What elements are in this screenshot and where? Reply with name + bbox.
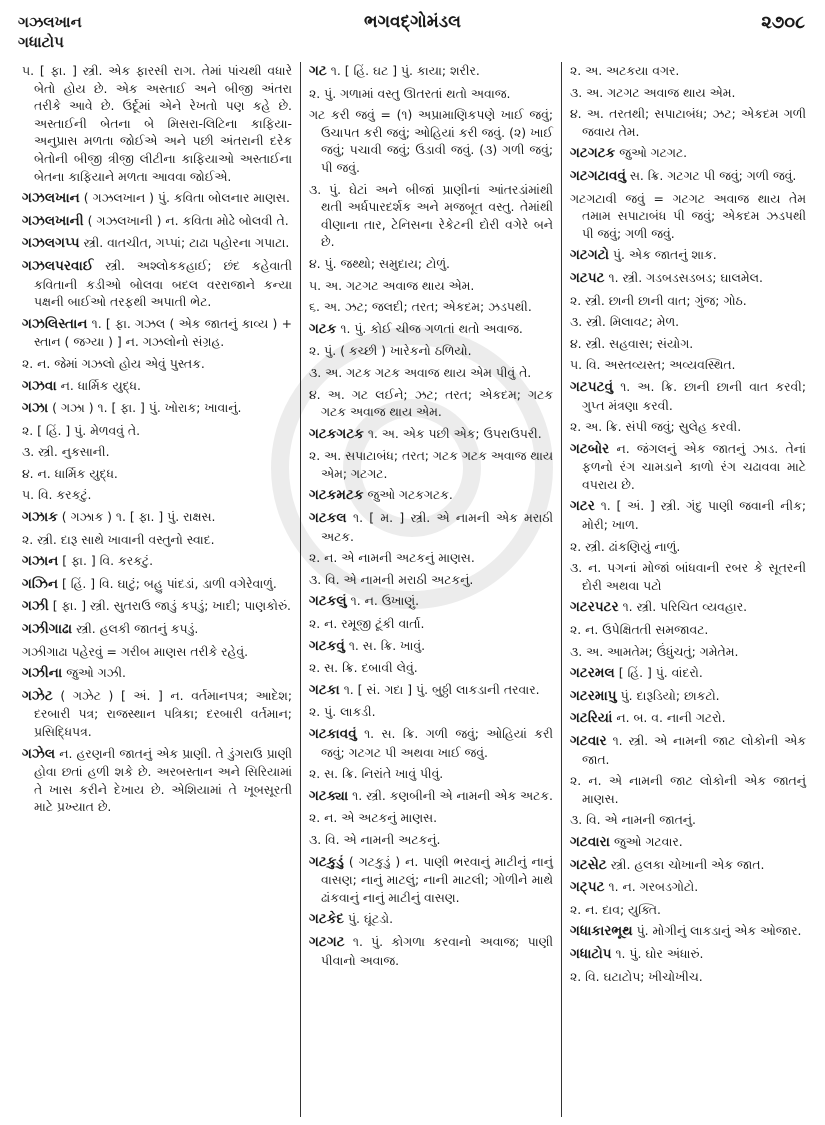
definition-text: ૨. અ. સપાટાબંધ; તરત; ગટક ગટક અવાજ થાય એમ; ગટગટ. [309,448,553,481]
headword: ગટ [309,63,327,79]
dictionary-entry [570,190,806,243]
definition-text: ૨. સ. ક્રિ. દબાવી લેવું. [309,660,418,676]
dictionary-entry [570,497,806,533]
dictionary-entry [570,538,806,556]
definition-text: ( ગટકુડું ) ન. પાણી ભરવાનું માટીનું નાનું વાસણ; નાનું માટલું; નાની માટલી; ગોળીને માથે ઢાંકવાનું નાનું માટીનું વાસણ. [321,853,553,905]
dictionary-entry [309,181,553,251]
definition-text: ૧. સ્ત્રી. કણબીની એ નામની એક અટક. [348,787,553,803]
dictionary-entry [309,809,553,827]
definition-text: ૧. અ. ક્રિ. છાની છાની વાત કરવી; ગુપ્ત મંત્રણા કરવી. [582,378,806,413]
definition-text: [ હિં. ] વિ. ઘાટું; બહુ પાંદડાં, ડાળી વગેરેવાળું. [58,575,277,591]
dictionary-entry [309,571,553,589]
definition-text: ૨. ન. રમૂજી ટૂંકી વાર્તા. [309,616,425,632]
dictionary-entry [309,659,553,677]
headword: ગટરમલ [570,665,615,682]
dictionary-entry [309,447,553,482]
dictionary-entry [570,335,806,353]
definition-text: પું. ઘૂંટડો. [344,911,394,927]
dictionary-entry [309,703,553,721]
headword: ગટકેદ [309,911,345,928]
dictionary-entry [22,745,292,816]
definition-text: ૫. [ ફા. ] સ્ત્રી. એક ફારસી રાગ. તેમાં પાંચથી વધારે બેતો હોય છે. એક અસ્તાઈ અને બીજી અંતરા તરીકે આવે છે. ઉર્દૂમાં એને રેખતો પણ કહે છે. અસ્તાઈની બેતના બે મિસરા-લિટિના કાફિયા-અનુપ્રાસ મળતા જોઈએ અને પછી અંતરાની દરેક બેતોની બીજી ત્રીજી લીટીના કાફિયાઓ અસ્તાઈના બેતના કાફિયાને મળતા આવવા જોઈએ. [22,63,292,184]
dictionary-entry [309,342,553,360]
dictionary-entry [570,901,806,919]
definition-text: ૬. અ. ઝટ; જલદી; તરત; એકદમ; ઝડપથી. [309,299,532,315]
dictionary-entry [22,643,292,661]
definition-text: ૩. સ્ત્રી. નુકસાની. [22,444,110,460]
dictionary-entry [570,598,806,617]
definition-text: ૧. [ ફા. ગઝલ ( એક જાતનું કાવ્ય ) + સ્તાન ( જગ્યા ) ] ન. ગઝલોનો સંગ્રહ. [34,315,292,350]
definition-text: ન. બ. વ. નાની ગટરો. [612,710,726,726]
dictionary-entry [570,356,806,374]
dictionary-entry [309,386,553,421]
headword: ગઝીના [22,665,63,682]
dictionary-entry [570,378,806,414]
definition-text: ૨. ન. ઉપેક્ષિતતી સમજાવટ. [570,622,709,638]
headword: ગટકુડું [309,853,344,870]
definition-text: ૨. અ. ક્રિ. સંપી જવું; સુલેહ કરવી. [570,419,742,435]
dictionary-entry [309,486,553,505]
dictionary-entry [309,681,553,700]
dictionary-entry [570,772,806,807]
headword: ગટરપટર [570,599,619,616]
dictionary-entry [309,277,553,295]
headword: ગટકવું [309,637,345,654]
definition-text: ૨. પું. ગળામાં વસ્તુ ઊતરતાં થતો અવાજ. [309,85,511,101]
definition-text: ( ગઝલખાની ) ન. કવિતા મોઢે બોલવી તે. [83,212,289,228]
dictionary-entry [570,922,806,941]
definition-text: ૨. [ હિં. ] પું. મેળવવું તે. [22,422,141,438]
definition-text: ૨. પું. લાકડી. [309,704,376,720]
dictionary-entry [309,592,553,611]
headword: ગઝાન [22,553,59,570]
dictionary-entry [309,106,553,176]
dictionary-entry [309,509,553,545]
definition-text: ન. જંગલનું એક જાતનું ઝાડ. તેનાં ફળનો રંગ ચામડાને કાળો રંગ ચઢાવવા માટે વપરાય છે. [582,440,806,492]
definition-text: ૧. [ મ. ] સ્ત્રી. એ નામની એક મરાઠી અટક. [321,510,553,544]
definition-text: પું. એક જાતનું શાક. [609,247,717,263]
definition-text: પું. દારૂડિયો; છાકટો. [616,687,720,703]
definition-text: ૩. વિ. એ નામની અટકનું. [309,831,441,847]
definition-text: ૪. અ. તરતથી; સપાટાબંધ; ઝટ; એકદમ ગળી જવાય તેમ. [570,106,806,139]
headword: ગટકલ [309,510,347,527]
headword: ગઝી [22,598,49,615]
dictionary-entry [22,531,292,549]
dictionary-entry [22,508,292,527]
dictionary-entry [570,643,806,661]
dictionary-entry [570,105,806,140]
definition-text: ૧. પું. કોગળા કરવાનો અવાજ; પાણી પીવાનો અવાજ. [321,933,553,968]
dictionary-columns [14,62,814,1117]
headword: ગધાટોપ [570,945,612,962]
dictionary-entry [309,85,553,103]
dictionary-entry [309,549,553,567]
definition-text: ૩. અ. આમતેમ; ઉંધુંચતું; ગમેતેમ. [570,643,739,659]
definition-text: ૨. સ્ત્રી. છાની છાની વાત; ગુંજ; ગોઠ. [570,292,747,308]
page-number: ૨૭૦૮ [761,12,805,33]
definition-text: ૩. વિ. એ નામની મરાઠી અટકનું. [309,571,474,587]
headword: ગધાકારભૂથ [570,923,633,940]
headword: ગઝલખાન [22,190,80,207]
definition-text: ૩. વિ. એ નામની જાતનું. [570,812,696,828]
definition-text: [ ફા. ] વિ. કરકટું. [58,553,154,569]
definition-text: ૪. પું. જથ્થો; સમુદાય; ટોળું. [309,255,450,271]
headword: ગટકલું [309,593,347,610]
headword: ગઝલિસ્તાન [22,315,88,332]
definition-text: સ્ત્રી. હલકી જાતનું કપડું. [72,621,199,637]
headword: ગટગટક [570,145,616,162]
definition-text: ૧. [ સં. ગદા ] પું. બુઠ્ઠી લાકડાની તરવાર. [339,681,540,697]
dictionary-entry [570,440,806,494]
dictionary-entry [570,313,806,331]
definition-text: ન. ધાર્મિક યુદ્ધ. [56,377,141,393]
definition-text: ૧. પું. ઘોર અંધારું. [611,945,704,961]
guide-word-bottom: ગધાટોપ [18,33,64,51]
dictionary-entry [309,910,553,929]
definition-text: ૧. સ્ત્રી. ગડબડસડબડ; ઘાલમેલ. [604,269,763,285]
headword: ગઝલપરવાઈ [22,257,94,274]
definition-text: ૨. ન. એ નામની અટકનું માણસ. [309,550,475,566]
headword: ગઝેલ [22,745,56,762]
definition-text: ૪. સ્ત્રી. સહવાસ; સંયોગ. [570,335,694,351]
headword: ગઝીગાઢા [22,621,73,638]
definition-text: ૨. સ. ક્રિ. નિરાંતે ખાવું પીવું. [309,766,444,782]
definition-text: ન. હરણની જાતનું એક પ્રાણી. તે ડુંગરાઉ પ્રાણી હોવા છતાં હળી શકે છે. અરબસ્તાન અને સિરિયામાં તે ખાસ કરીને દેખાય છે. એશિયામાં તે ખૂબસૂરતી માટે પ્રખ્યાત છે. [34,745,292,815]
definition-text: ૧. ન. ઉખાણું. [346,593,420,609]
dictionary-entry [22,355,292,373]
dictionary-entry [309,765,553,783]
definition-text: ( ગઝાક ) ૧. [ ફા. ] પું. રાક્ષસ. [57,509,216,525]
headword: ગઝલગપ્પ [22,235,80,252]
definition-text: ૨. સ્ત્રી. ઢાંકણિયું નાળું. [570,538,681,554]
headword: ગઝિન [22,575,59,592]
headword: ગટબોર [570,440,610,457]
definition-text: [ હિં. ] પું. વાંદરો. [614,665,703,681]
definition-text: ૨. ન. એ અટકનું માણસ. [309,810,438,826]
dictionary-entry [570,664,806,683]
dictionary-entry [309,615,553,633]
dictionary-entry [570,144,806,163]
dictionary-entry [570,292,806,310]
dictionary-entry [570,945,806,964]
headword: ગટરિયાં [570,710,613,727]
headword: ગટગટ [309,933,345,950]
dictionary-entry [570,269,806,288]
guide-word-top: ગઝલખાન [18,13,82,31]
dictionary-entry [309,298,553,316]
definition-text: જુઓ ગઝી. [62,665,126,681]
definition-text: ( ગઝેટ ) [ અં. ] ન. વર્તમાનપત્ર; આદેશ; દરબારી પત્ર; રાજસ્થાન પત્રિકા; દરબારી વર્તમાન; પ્રસિદ્ધિપત્ર. [34,687,292,739]
definition-text: ૩. અ. ગટક ગટક અવાજ થાય એમ પીવું તે. [309,364,532,380]
dictionary-entry [309,364,553,382]
dictionary-entry [22,597,292,616]
headword: ગટકા [309,681,340,698]
definition-text: ૩. ન. પગનાં મોજાં બાંધવાની રબર કે સૂતરની દોરી અથવા પટો [570,560,806,593]
dictionary-entry [570,62,806,80]
definition-text: પું. મોગીનું લાકડાનું એક ઓજાર. [632,923,802,939]
book-title: ભગવદ્ગોમંડલ [364,12,461,32]
dictionary-entry [22,62,292,185]
definition-text: ૧. સ્ત્રી. પરિચિત વ્યવહાર. [618,599,748,615]
headword: ગઝા [22,400,49,417]
definition-text: સ્ત્રી. અશ્લોકકહાઈ; છંદ કહેવાતી કવિતાની કડીઓ બોલવા બદલ વરરાજાને કન્યા પક્ષની બાઈઓ તરફથી અપાતી ભેટ. [34,257,292,310]
definition-text: જુઓ ગટવાર. [610,833,683,849]
definition-text: ૪. ન. ધાર્મિક યુદ્ધ. [22,465,118,481]
headword: ગટગટાવવું [570,167,626,184]
dictionary-entry [22,377,292,396]
dictionary-entry [570,833,806,852]
dictionary-entry [22,552,292,571]
column-middle [300,62,562,1117]
headword: ગટક્યા [309,787,349,804]
definition-text: ગઝીગાઢા પહેરવું = ગરીબ માણસ તરીકે રહેવું. [22,643,249,659]
definition-text: ૪. અ. ગટ લઈને; ઝટ; તરત; એકદમ; ગટક ગટક અવાજ થાય એમ. [309,386,553,420]
dictionary-entry [309,853,553,907]
dictionary-entry [309,725,553,761]
dictionary-entry [570,732,806,768]
definition-text: ૨. ન. એ નામની જાટ લોકોની એક જાતનું માણસ. [570,773,806,806]
dictionary-entry [22,664,292,683]
dictionary-entry [309,425,553,444]
dictionary-entry [309,255,553,273]
dictionary-entry [309,787,553,806]
definition-text: ૫. અ. ગટગટ અવાજ થાય એમ. [309,277,475,293]
definition-text: ૩. પું. ઘેટાં અને બીજાં પ્રાણીનાં આંતરડાંમાંથી થતી અર્ધપારદર્શક અને મજબૂત વસ્તુ. તેમાંથી વીણાના તાર, ટેનિસના રેકેટની દોરી વગેરે બને છે. [309,181,553,250]
definition-text: ૧. [ અં. ] સ્ત્રી. ગંદુ પાણી જવાની નીક; મોરી; ખાળ. [582,498,806,533]
definition-text: જુઓ ગટકગટક. [363,487,453,503]
definition-text: ૫. વિ. કરકટું. [22,487,92,503]
dictionary-entry [570,167,806,186]
definition-text: ( ગઝા ) ૧. [ ફા. ] પું. ખોરાક; ખાવાનું. [48,400,242,416]
definition-text: ૧. સ્ત્રી. એ નામની જાટ લોકોની એક જાત. [582,733,806,767]
dictionary-entry [22,315,292,351]
headword: ગઝવા [22,377,57,394]
dictionary-entry [570,621,806,639]
headword: ગટસેટ [570,856,607,873]
dictionary-entry [570,559,806,594]
headword: ગટપટ [570,269,605,286]
definition-text: ૫. વિ. અસ્તવ્યસ્ત; અવ્યવસ્થિત. [570,357,736,373]
definition-text: ૨. અ. અટકયા વગર. [570,63,680,78]
definition-text: સ્ત્રી. વાતચીત, ગપ્પાં; ટાઢા પહોરના ગપાટા. [79,235,290,251]
dictionary-entry [570,84,806,102]
definition-text: ૧. સ. ક્રિ. ગળી જવું; ઓહિયાં કરી જવું; ગટગટ પી અથવા ખાઈ જવું. [321,726,553,760]
definition-text: ૧. અ. એક પછી એક; ઉપરાઉપરી. [363,425,542,441]
dictionary-entry [570,418,806,436]
dictionary-entry [570,687,806,706]
headword: ગટ્પટ [570,879,605,896]
definition-text: જુઓ ગટગટ. [615,145,688,161]
dictionary-entry [22,443,292,461]
column-right [562,62,814,1117]
dictionary-entry [22,687,292,741]
headword: ગઝેટ [22,687,53,704]
definition-text: ૩. અ. ગટગટ અવાજ થાય એમ. [570,84,736,100]
dictionary-entry [309,933,553,969]
definition-text: ( ગઝલખાન ) પું. કવિતા બોલનાર માણસ. [79,190,290,206]
definition-text: [ ફા. ] સ્ત્રી. સુતરાઉ જાડું કપડું; ખાદી; પાણકોરું. [48,598,291,614]
dictionary-entry [22,257,292,311]
dictionary-entry [22,620,292,639]
dictionary-entry [309,831,553,849]
headword: ગટવાર [570,733,607,749]
dictionary-entry [22,422,292,440]
definition-text: ૨. ન. જેમાં ગઝલો હોય એવું પુસ્તક. [22,355,205,371]
headword: ગટકગટક [309,425,364,442]
definition-text: ૨. પું. ( કચ્છી ) ખારેકનો ઠળિયો. [309,343,472,359]
dictionary-entry [570,968,806,986]
definition-text: ૧. પું. કોઈ ચીજ ગળતાં થતો અવાજ. [336,320,523,336]
definition-text: ગટ કરી જવું = (૧) અપ્રામાણિકપણે ખાઈ જવું; ઉચાપત કરી જવું; ઓહિયાં કરી જવું. (૨) ખાઈ જવું; પચાવી જવું; ઉડાવી જવું. (૩) ગળી જવું; પી જવું. [309,107,553,175]
headword: ગટક [309,320,337,337]
dictionary-entry [309,62,553,81]
dictionary-entry [309,320,553,339]
definition-text: ૧. સ. ક્રિ. ખાવું. [344,637,426,653]
headword: ગઝલખાની [22,212,84,229]
definition-text: ૨. ન. દાવ; યુક્તિ. [570,901,661,917]
dictionary-entry [309,637,553,656]
dictionary-entry [22,486,292,504]
definition-text: ૨. સ્ત્રી. દારૂ સાથે ખાવાની વસ્તુનો સ્વાદ. [22,531,215,547]
column-left [14,62,300,1117]
headword: ગટગટો [570,247,610,264]
headword: ગટરમાપુ [570,687,617,704]
headword: ગઝાક [22,509,58,526]
dictionary-entry [570,246,806,265]
dictionary-entry [22,465,292,483]
definition-text: ૩. સ્ત્રી. મિલાવટ; મેળ. [570,314,680,330]
dictionary-entry [570,856,806,875]
definition-text: ૧. ન. ગરબડગોટો. [604,879,699,895]
dictionary-entry [22,212,292,231]
dictionary-entry [570,878,806,897]
definition-text: સ. ક્રિ. ગટગટ પી જવું; ગળી જવું. [625,167,797,183]
headword: ગટવારા [570,833,610,850]
dictionary-entry [22,234,292,253]
page-header [0,8,825,60]
definition-text: ૨. વિ. ઘટાટોપ; ખીચોખીચ. [570,968,703,984]
headword: ગટકમટક [309,487,364,504]
dictionary-entry [570,811,806,829]
headword: ગટપટવું [570,378,614,395]
dictionary-entry [570,709,806,728]
definition-text: ગટગટાવી જવું = ગટગટ અવાજ થાય તેમ તમામ સપાટાબંધ પી જવું; એકદમ ઝડપથી પી જવું; ગળી જવું. [570,190,806,241]
dictionary-entry [22,399,292,418]
headword: ગટર [570,498,595,515]
definition-text: સ્ત્રી. હલકા ચોખાની એક જાત. [606,856,765,872]
headword: ગટકાવવું [309,726,357,742]
dictionary-entry [22,575,292,594]
dictionary-entry [22,189,292,208]
definition-text: ૧. [ હિં. ઘટ ] પું. કાયા; શરીર. [326,63,480,78]
